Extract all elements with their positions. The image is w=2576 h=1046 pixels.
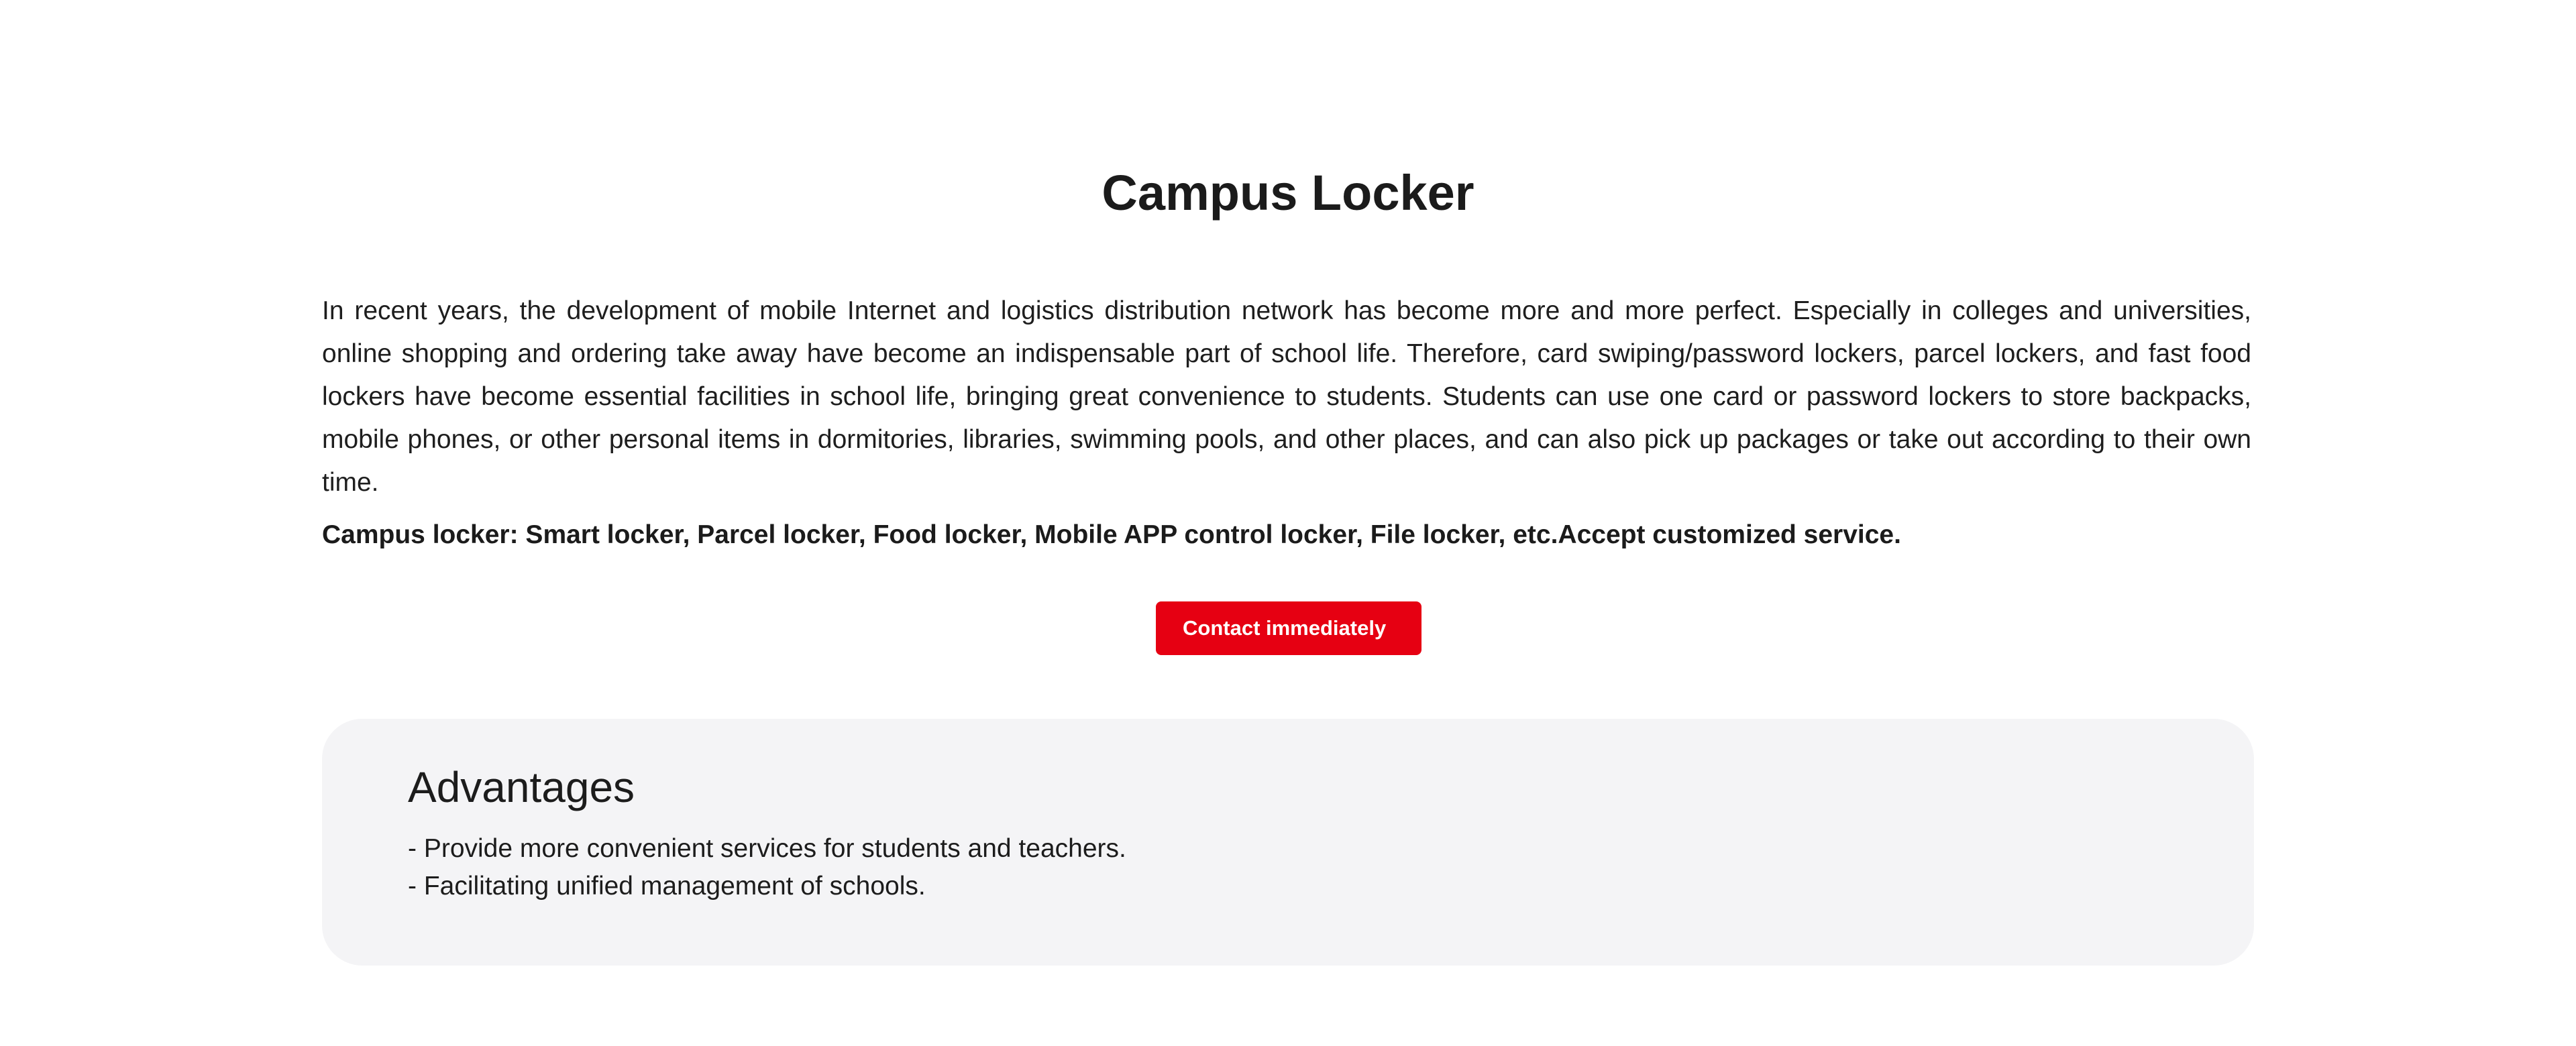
intro-section xyxy=(322,290,2251,557)
page-title: Campus Locker xyxy=(1102,165,1474,221)
advantage-item: - Provide more convenient services for students and teachers. xyxy=(408,834,1126,863)
contact-immediately-button[interactable]: Contact immediately xyxy=(1156,601,1421,655)
product-summary: Campus locker: Smart locker, Parcel locker, Food locker, Mobile APP control locker, File locker, etc.Accept customized service. xyxy=(322,520,1901,549)
advantages-list xyxy=(408,830,2168,905)
advantage-item: - Facilitating unified management of schools. xyxy=(408,872,926,900)
intro-paragraph: In recent years, the development of mobile Internet and logistics distribution network has become more and more perfect. Especially in colleges and universities, online shopping and ordering take away have become an indispensable part of school life. Therefore, card swiping/password lockers, parcel lockers, and fast food lockers have become essential facilities in school life, bringing great convenience to students. Students can use one card or password lockers to store backpacks, mobile phones, or other personal items in dormitories, libraries, swimming pools, and other places, and can also pick up packages or take out according to their own time. xyxy=(322,296,2251,497)
advantages-title: Advantages xyxy=(408,763,635,811)
advantages-panel xyxy=(322,719,2254,966)
